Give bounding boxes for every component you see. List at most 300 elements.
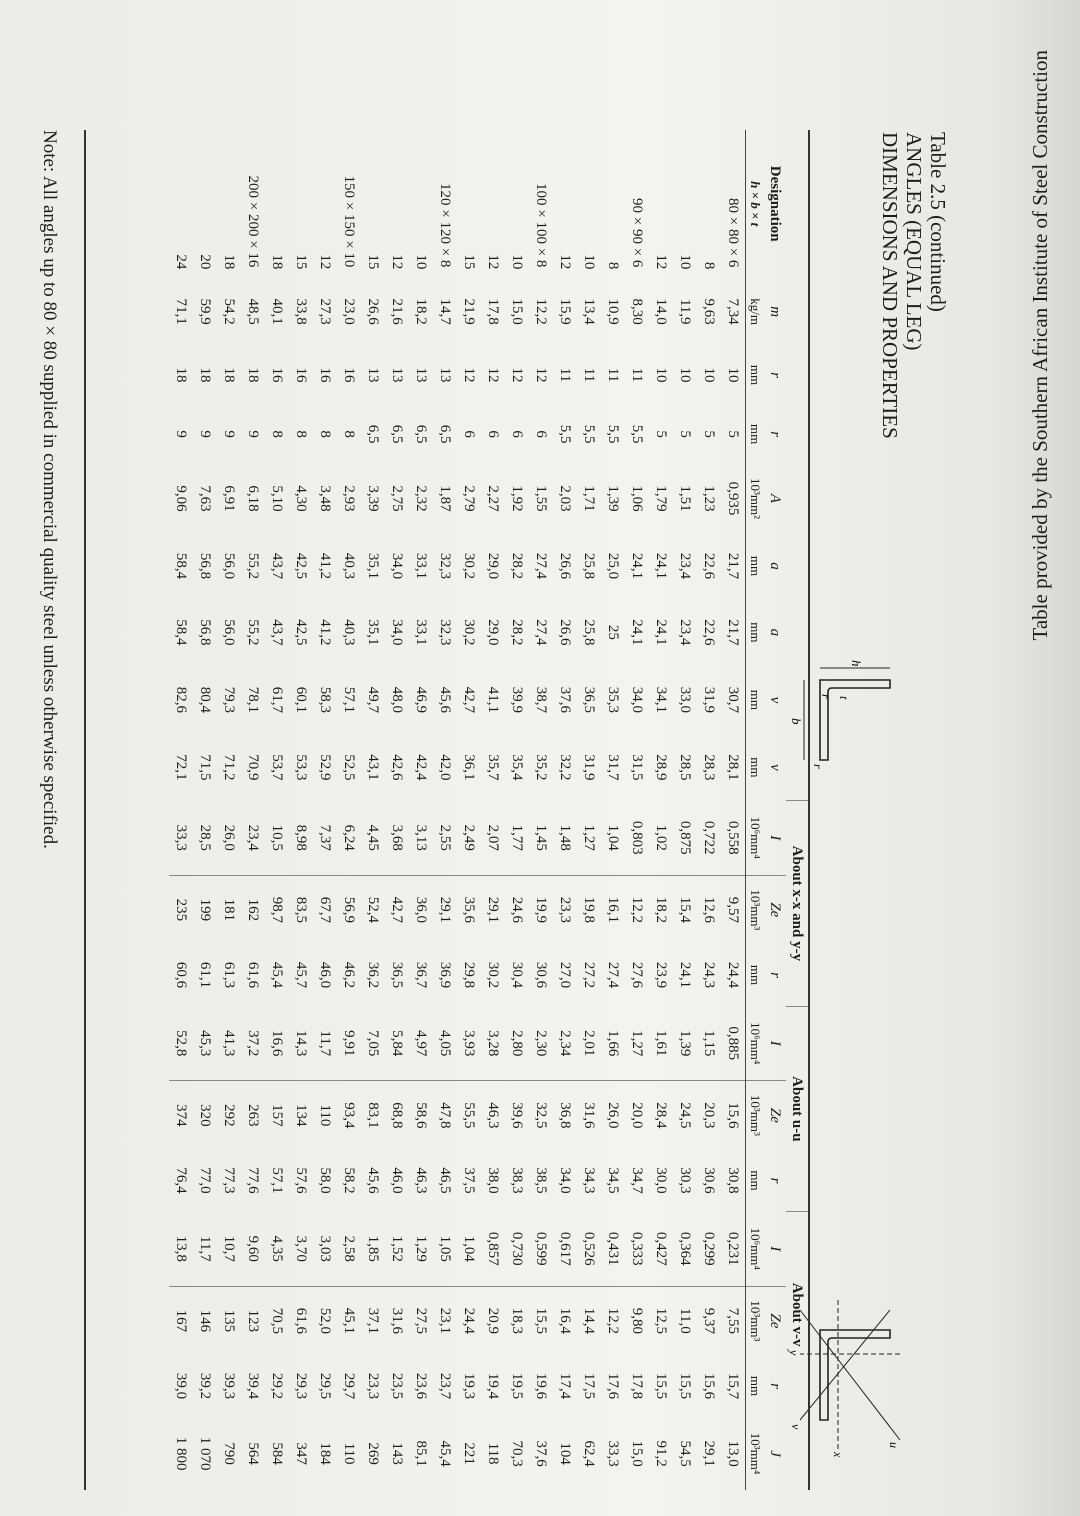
table-cell: 11,0 xyxy=(673,1286,697,1355)
table-cell: 48,0 xyxy=(389,686,405,714)
table-cell: 10,5 xyxy=(269,824,285,851)
table-cell: 20,9 xyxy=(481,1286,505,1355)
table-cell: 11,7 xyxy=(317,1030,333,1057)
table-cell: 1,55 xyxy=(533,485,549,512)
table-cell: 33,3 xyxy=(173,824,189,851)
table-row xyxy=(577,130,601,1490)
table-cell: 56,8 xyxy=(197,619,213,646)
table-cell: 15,9 xyxy=(557,298,573,325)
table-cell: 36,9 xyxy=(437,961,453,989)
table-row xyxy=(673,130,697,1490)
thickness-cell: 8 xyxy=(701,261,717,270)
table-cell: 199 xyxy=(193,875,217,944)
table-cell: 1,06 xyxy=(629,485,645,512)
table-cell: 34,3 xyxy=(581,1167,597,1194)
table-cell: 13 xyxy=(413,367,429,383)
table-cell: 17,8 xyxy=(629,1372,645,1400)
symbol-header: I xyxy=(767,1040,783,1046)
designation-cell: 90 × 90 × 6 xyxy=(629,197,645,268)
table-cell: 1,15 xyxy=(701,1030,717,1057)
table-row xyxy=(601,130,625,1490)
table-cell: 11 xyxy=(629,367,645,383)
table-cell: 584 xyxy=(269,1442,285,1465)
table-cell: 269 xyxy=(365,1442,381,1465)
table-row xyxy=(409,130,433,1490)
table-cell: 55,2 xyxy=(245,619,261,646)
table-cell: 143 xyxy=(389,1442,405,1465)
table-cell: 36,1 xyxy=(461,754,477,781)
designation-cell xyxy=(577,130,601,242)
table-cell: 24,6 xyxy=(505,875,529,944)
table-cell: 36,2 xyxy=(365,961,381,989)
unit-header: 10³mm³ xyxy=(746,1081,765,1150)
table-cell: 6,5 xyxy=(413,424,429,444)
thickness-cell: 10 xyxy=(413,254,429,270)
designation-cell: 80 × 80 × 6 xyxy=(725,197,741,268)
table-cell: 5,84 xyxy=(389,1030,405,1057)
table-cell: 62,4 xyxy=(581,1440,597,1467)
table-cell: 45,3 xyxy=(197,1030,213,1057)
table-cell: 7,37 xyxy=(317,824,333,851)
table-cell: 30,2 xyxy=(485,961,501,989)
table-cell: 16 xyxy=(341,367,357,383)
designation-cell: 120 × 120 × 8 xyxy=(437,182,453,268)
table-cell: 46,9 xyxy=(413,686,429,714)
table-cell: 23,1 xyxy=(433,1286,457,1355)
unit-header: mm xyxy=(746,1149,765,1211)
table-cell: 54,5 xyxy=(677,1440,693,1467)
table-cell: 1,02 xyxy=(653,824,669,851)
u-label: u xyxy=(887,1442,901,1448)
table-row xyxy=(289,130,313,1490)
table-cell: 12 xyxy=(533,367,549,383)
table-cell: 1,79 xyxy=(653,485,669,512)
h-label: h xyxy=(849,660,864,667)
table-cell: 1,52 xyxy=(389,1235,405,1262)
table-cell: 47,8 xyxy=(433,1081,457,1150)
table-cell: 221 xyxy=(461,1442,477,1465)
table-cell: 2,75 xyxy=(389,485,405,512)
about-uu-header: About u-u xyxy=(786,1006,808,1212)
table-cell: 20,0 xyxy=(625,1081,649,1150)
table-cell: 1,71 xyxy=(581,485,597,512)
table-cell: 16,1 xyxy=(601,875,625,944)
table-cell: 1,51 xyxy=(677,485,693,512)
table-cell: 24,1 xyxy=(653,552,669,580)
table-cell: 18 xyxy=(245,367,261,383)
table-cell: 12,6 xyxy=(697,875,721,944)
table-cell: 2,07 xyxy=(485,824,501,851)
table-cell: 12,5 xyxy=(649,1286,673,1355)
table-cell: 5,5 xyxy=(629,424,645,444)
table-cell: 564 xyxy=(245,1442,261,1465)
table-cell: 2,80 xyxy=(509,1030,525,1057)
table-cell: 21,6 xyxy=(389,298,405,325)
table-cell: 9,57 xyxy=(721,875,746,944)
table-cell: 135 xyxy=(217,1286,241,1355)
table-cell: 15,5 xyxy=(677,1372,693,1400)
unit-header: mm xyxy=(746,734,765,800)
table-cell: 35,2 xyxy=(533,754,549,781)
table-cell: 8 xyxy=(269,430,285,438)
designation-cell: 200 × 200 × 16 xyxy=(245,175,261,268)
table-cell: 27,6 xyxy=(629,961,645,989)
table-cell: 3,68 xyxy=(389,824,405,851)
table-cell: 33,0 xyxy=(677,686,693,714)
thickness-cell: 20 xyxy=(197,254,213,270)
table-cell: 16,4 xyxy=(553,1286,577,1355)
table-cell: 48,5 xyxy=(245,298,261,325)
thickness-cell: 15 xyxy=(365,254,381,270)
symbol-header: r xyxy=(767,431,783,438)
table-cell: 9 xyxy=(173,430,189,438)
table-cell: 30,4 xyxy=(509,961,525,989)
table-cell: 52,9 xyxy=(317,754,333,781)
thickness-cell: 10 xyxy=(581,254,597,270)
table-cell: 36,0 xyxy=(409,875,433,944)
table-cell: 2,49 xyxy=(461,824,477,851)
designation-cell xyxy=(553,130,577,242)
table-cell: 23,3 xyxy=(365,1372,381,1400)
table-cell: 30,8 xyxy=(725,1167,741,1194)
table-cell: 3,28 xyxy=(485,1030,501,1057)
thickness-cell: 15 xyxy=(461,254,477,270)
table-cell: 1,29 xyxy=(413,1235,429,1262)
table-cell: 1 070 xyxy=(197,1436,213,1471)
table-cell: 15,0 xyxy=(509,298,525,325)
table-cell: 45,6 xyxy=(437,686,453,714)
table-cell: 11 xyxy=(581,367,597,383)
thickness-cell: 12 xyxy=(485,254,501,270)
table-cell: 26,6 xyxy=(365,298,381,325)
table-cell: 12,2 xyxy=(533,298,549,325)
table-cell: 9 xyxy=(245,430,261,438)
angle-outline-2 xyxy=(820,1330,890,1420)
table-cell: 10,9 xyxy=(605,298,621,325)
table-cell: 34,7 xyxy=(629,1167,645,1194)
table-cell: 11 xyxy=(557,367,573,383)
table-cell: 41,2 xyxy=(317,552,333,580)
designation-cell xyxy=(649,130,673,242)
table-cell: 60,6 xyxy=(173,961,189,989)
table-cell: 77,6 xyxy=(245,1167,261,1194)
table-cell: 15,6 xyxy=(701,1372,717,1400)
table-cell: 5,5 xyxy=(581,424,597,444)
table-cell: 28,2 xyxy=(509,619,525,646)
table-cell: 31,9 xyxy=(581,754,597,781)
table-cell: 1,66 xyxy=(605,1030,621,1057)
table-cell: 23,4 xyxy=(245,824,261,851)
table-cell: 22,6 xyxy=(701,552,717,580)
table-row xyxy=(361,130,385,1490)
unit-header: 10³mm⁴ xyxy=(746,1417,765,1490)
table-cell: 35,3 xyxy=(605,686,621,714)
table-cell: 33,8 xyxy=(293,298,309,325)
table-cell: 40,1 xyxy=(269,298,285,325)
footnote: Note: All angles up to 80 × 80 supplied in commercial quality steel unless otherwise specified. xyxy=(39,130,60,849)
table-cell: 49,7 xyxy=(365,686,381,714)
table-cell: 0,803 xyxy=(629,820,645,855)
designation-cell xyxy=(169,130,193,242)
table-cell: 12 xyxy=(461,367,477,383)
table-cell: 6,91 xyxy=(221,485,237,512)
designation-cell xyxy=(673,130,697,242)
table-cell: 61,3 xyxy=(221,961,237,989)
symbol-header: J xyxy=(767,1450,783,1457)
table-cell: 6,5 xyxy=(365,424,381,444)
table-cell: 12,2 xyxy=(601,1286,625,1355)
rotated-page xyxy=(20,20,1060,1500)
table-cell: 16 xyxy=(269,367,285,383)
table-cell: 34,0 xyxy=(557,1167,573,1194)
table-cell: 2,55 xyxy=(437,824,453,851)
table-cell: 23,6 xyxy=(413,1372,429,1400)
symbol-header: Ze xyxy=(764,875,786,944)
symbol-header: a xyxy=(767,628,783,637)
table-cell: 26,6 xyxy=(557,619,573,646)
table-cell: 57,6 xyxy=(293,1167,309,1194)
table-cell: 27,4 xyxy=(533,619,549,646)
symbol-header: r xyxy=(767,1177,783,1184)
table-cell: 6 xyxy=(485,430,501,438)
table-cell: 36,5 xyxy=(581,686,597,714)
table-cell: 38,3 xyxy=(509,1167,525,1194)
table-cell: 104 xyxy=(557,1442,573,1465)
table-cell: 34,5 xyxy=(605,1167,621,1194)
table-cell: 19,5 xyxy=(509,1372,525,1400)
table-cell: 24,1 xyxy=(629,619,645,646)
table-cell: 46,0 xyxy=(317,961,333,989)
unit-header: 10⁶mm⁴ xyxy=(746,1006,765,1081)
table-cell: 38,5 xyxy=(533,1167,549,1194)
table-cell: 146 xyxy=(193,1286,217,1355)
table-cell: 31,6 xyxy=(577,1081,601,1150)
table-cell: 790 xyxy=(221,1442,237,1465)
table-cell: 76,4 xyxy=(173,1167,189,1194)
table-cell: 12 xyxy=(485,367,501,383)
table-cell: 30,6 xyxy=(533,961,549,989)
about-xy-header: About x-x and y-y xyxy=(786,801,808,1007)
designation-cell xyxy=(457,130,481,242)
table-cell: 24,1 xyxy=(653,619,669,646)
table-cell: 85,1 xyxy=(413,1440,429,1467)
table-cell: 91,2 xyxy=(653,1440,669,1467)
table-cell: 16 xyxy=(317,367,333,383)
table-cell: 46,3 xyxy=(413,1167,429,1194)
table-cell: 15,5 xyxy=(653,1372,669,1400)
table-cell: 9,80 xyxy=(625,1286,649,1355)
table-cell: 28,2 xyxy=(509,552,525,580)
r1-label: r xyxy=(819,694,833,699)
table-cell: 15,6 xyxy=(721,1081,746,1150)
table-cell: 24,5 xyxy=(673,1081,697,1150)
table-cell: 82,6 xyxy=(173,686,189,714)
thickness-cell: 18 xyxy=(269,254,285,270)
table-cell: 45,4 xyxy=(269,961,285,989)
table-cell: 5,5 xyxy=(605,424,621,444)
table-cell: 46,0 xyxy=(389,1167,405,1194)
table-cell: 17,5 xyxy=(581,1372,597,1400)
table-cell: 21,9 xyxy=(461,298,477,325)
designation-cell xyxy=(313,130,337,242)
table-row xyxy=(169,130,193,1490)
thickness-cell: 15 xyxy=(293,254,309,270)
table-cell: 19,4 xyxy=(485,1372,501,1400)
table-cell: 39,3 xyxy=(221,1372,237,1400)
table-row xyxy=(337,130,361,1490)
table-cell: 43,7 xyxy=(269,552,285,580)
table-cell: 58,4 xyxy=(173,619,189,646)
table-cell: 57,1 xyxy=(341,686,357,714)
symbol-header: a xyxy=(767,562,783,570)
table-cell: 41,1 xyxy=(485,686,501,714)
t-label: t xyxy=(837,696,851,700)
table-cell: 34,0 xyxy=(389,619,405,646)
symbol-header: Ze xyxy=(764,1286,786,1355)
table-cell: 2,93 xyxy=(341,485,357,512)
table-cell: 30,2 xyxy=(461,619,477,646)
designation-cell xyxy=(217,130,241,242)
table-cell: 37,2 xyxy=(245,1030,261,1057)
table-cell: 0,885 xyxy=(725,1026,741,1061)
table-cell: 39,2 xyxy=(197,1372,213,1400)
table-cell: 24,1 xyxy=(629,552,645,580)
table-cell: 14,3 xyxy=(293,1030,309,1057)
table-cell: 3,13 xyxy=(413,824,429,851)
table-cell: 8 xyxy=(341,430,357,438)
table-cell: 33,3 xyxy=(605,1440,621,1467)
table-cell: 83,5 xyxy=(289,875,313,944)
table-cell: 41,3 xyxy=(221,1030,237,1057)
table-cell: 2,34 xyxy=(557,1030,573,1057)
thickness-cell: 10 xyxy=(509,254,525,270)
table-subtitle: DIMENSIONS AND PROPERTIES xyxy=(878,132,902,439)
table-cell: 1,04 xyxy=(461,1235,477,1262)
table-cell: 45,4 xyxy=(437,1440,453,1467)
thickness-cell: 12 xyxy=(389,254,405,270)
table-cell: 1,04 xyxy=(605,824,621,851)
properties-table xyxy=(169,130,808,1490)
table-cell: 18,3 xyxy=(505,1286,529,1355)
thickness-cell: 10 xyxy=(677,254,693,270)
table-cell: 78,1 xyxy=(245,686,261,714)
table-cell: 36,7 xyxy=(413,961,429,989)
table-cell: 25,0 xyxy=(605,552,621,580)
table-title: ANGLES (EQUAL LEG) xyxy=(902,132,926,351)
table-cell: 123 xyxy=(241,1286,265,1355)
table-cell: 31,7 xyxy=(605,754,621,781)
table-cell: 4,30 xyxy=(293,485,309,512)
table-cell: 59,9 xyxy=(197,298,213,325)
table-cell: 16,6 xyxy=(269,1030,285,1057)
table-cell: 181 xyxy=(217,875,241,944)
unit-header: mm xyxy=(746,666,765,735)
table-cell: 28,4 xyxy=(649,1081,673,1150)
table-cell: 32,3 xyxy=(437,552,453,580)
table-cell: 8 xyxy=(317,430,333,438)
table-cell: 14,4 xyxy=(577,1286,601,1355)
table-cell: 56,0 xyxy=(221,552,237,580)
table-cell: 46,2 xyxy=(341,961,357,989)
table-cell: 0,299 xyxy=(701,1231,717,1266)
unit-header: mm xyxy=(746,346,765,404)
table-cell: 61,6 xyxy=(245,961,261,989)
table-cell: 32,2 xyxy=(557,754,573,781)
symbol-header: I xyxy=(767,835,783,841)
table-cell: 8 xyxy=(293,430,309,438)
unit-header: mm xyxy=(746,404,765,464)
header-group-row xyxy=(786,130,808,1490)
table-cell: 80,4 xyxy=(197,686,213,714)
table-cell: 0,599 xyxy=(533,1231,549,1266)
table-cell: 30,7 xyxy=(725,686,741,714)
table-cell: 6 xyxy=(461,430,477,438)
table-cell: 42,0 xyxy=(437,754,453,781)
table-cell: 20,3 xyxy=(697,1081,721,1150)
table-cell: 3,39 xyxy=(365,485,381,512)
table-cell: 6,24 xyxy=(341,824,357,851)
table-cell: 2,32 xyxy=(413,485,429,512)
table-cell: 32,3 xyxy=(437,619,453,646)
unit-header: mm xyxy=(746,533,765,599)
table-cell: 7,63 xyxy=(197,485,213,512)
table-row xyxy=(553,130,577,1490)
table-cell: 18 xyxy=(197,367,213,383)
table-cell: 41,2 xyxy=(317,619,333,646)
designation-cell xyxy=(361,130,385,242)
table-cell: 18,2 xyxy=(649,875,673,944)
table-cell: 40,3 xyxy=(341,552,357,580)
table-cell: 18 xyxy=(221,367,237,383)
table-cell: 12 xyxy=(509,367,525,383)
table-cell: 25,8 xyxy=(581,552,597,580)
table-cell: 60,1 xyxy=(293,686,309,714)
table-cell: 1,92 xyxy=(509,485,525,512)
table-cell: 23,4 xyxy=(677,552,693,580)
table-cell: 93,4 xyxy=(337,1081,361,1150)
table-cell: 27,4 xyxy=(533,552,549,580)
table-cell: 162 xyxy=(241,875,265,944)
table-cell: 18,2 xyxy=(413,298,429,325)
table-cell: 25,8 xyxy=(581,619,597,646)
table-cell: 157 xyxy=(265,1081,289,1150)
table-cell: 0,722 xyxy=(701,820,717,855)
symbol-header: A xyxy=(767,493,783,504)
table-cell: 31,6 xyxy=(385,1286,409,1355)
table-cell: 15,5 xyxy=(529,1286,553,1355)
table-cell: 40,3 xyxy=(341,619,357,646)
table-cell: 36,8 xyxy=(553,1081,577,1150)
table-cell: 17,8 xyxy=(485,298,501,325)
table-cell: 2,27 xyxy=(485,485,501,512)
unit-header: kg/m xyxy=(746,277,765,346)
table-cell: 0,857 xyxy=(485,1231,501,1266)
table-cell: 46,3 xyxy=(481,1081,505,1150)
table-cell: 1,48 xyxy=(557,824,573,851)
table-cell: 42,4 xyxy=(413,754,429,781)
source-credit: Table provided by the Southern African Institute of Steel Construction xyxy=(1028,50,1052,641)
y-label: y xyxy=(787,1350,801,1356)
table-row xyxy=(433,130,457,1490)
table-cell: 5,10 xyxy=(269,485,285,512)
table-cell: 24,1 xyxy=(677,961,693,989)
header-unit-row xyxy=(746,130,765,1490)
unit-header: mm xyxy=(746,944,765,1006)
table-cell: 10,7 xyxy=(221,1235,237,1262)
table-cell: 54,2 xyxy=(221,298,237,325)
table-cell: 320 xyxy=(193,1081,217,1150)
table-cell: 30,2 xyxy=(461,552,477,580)
